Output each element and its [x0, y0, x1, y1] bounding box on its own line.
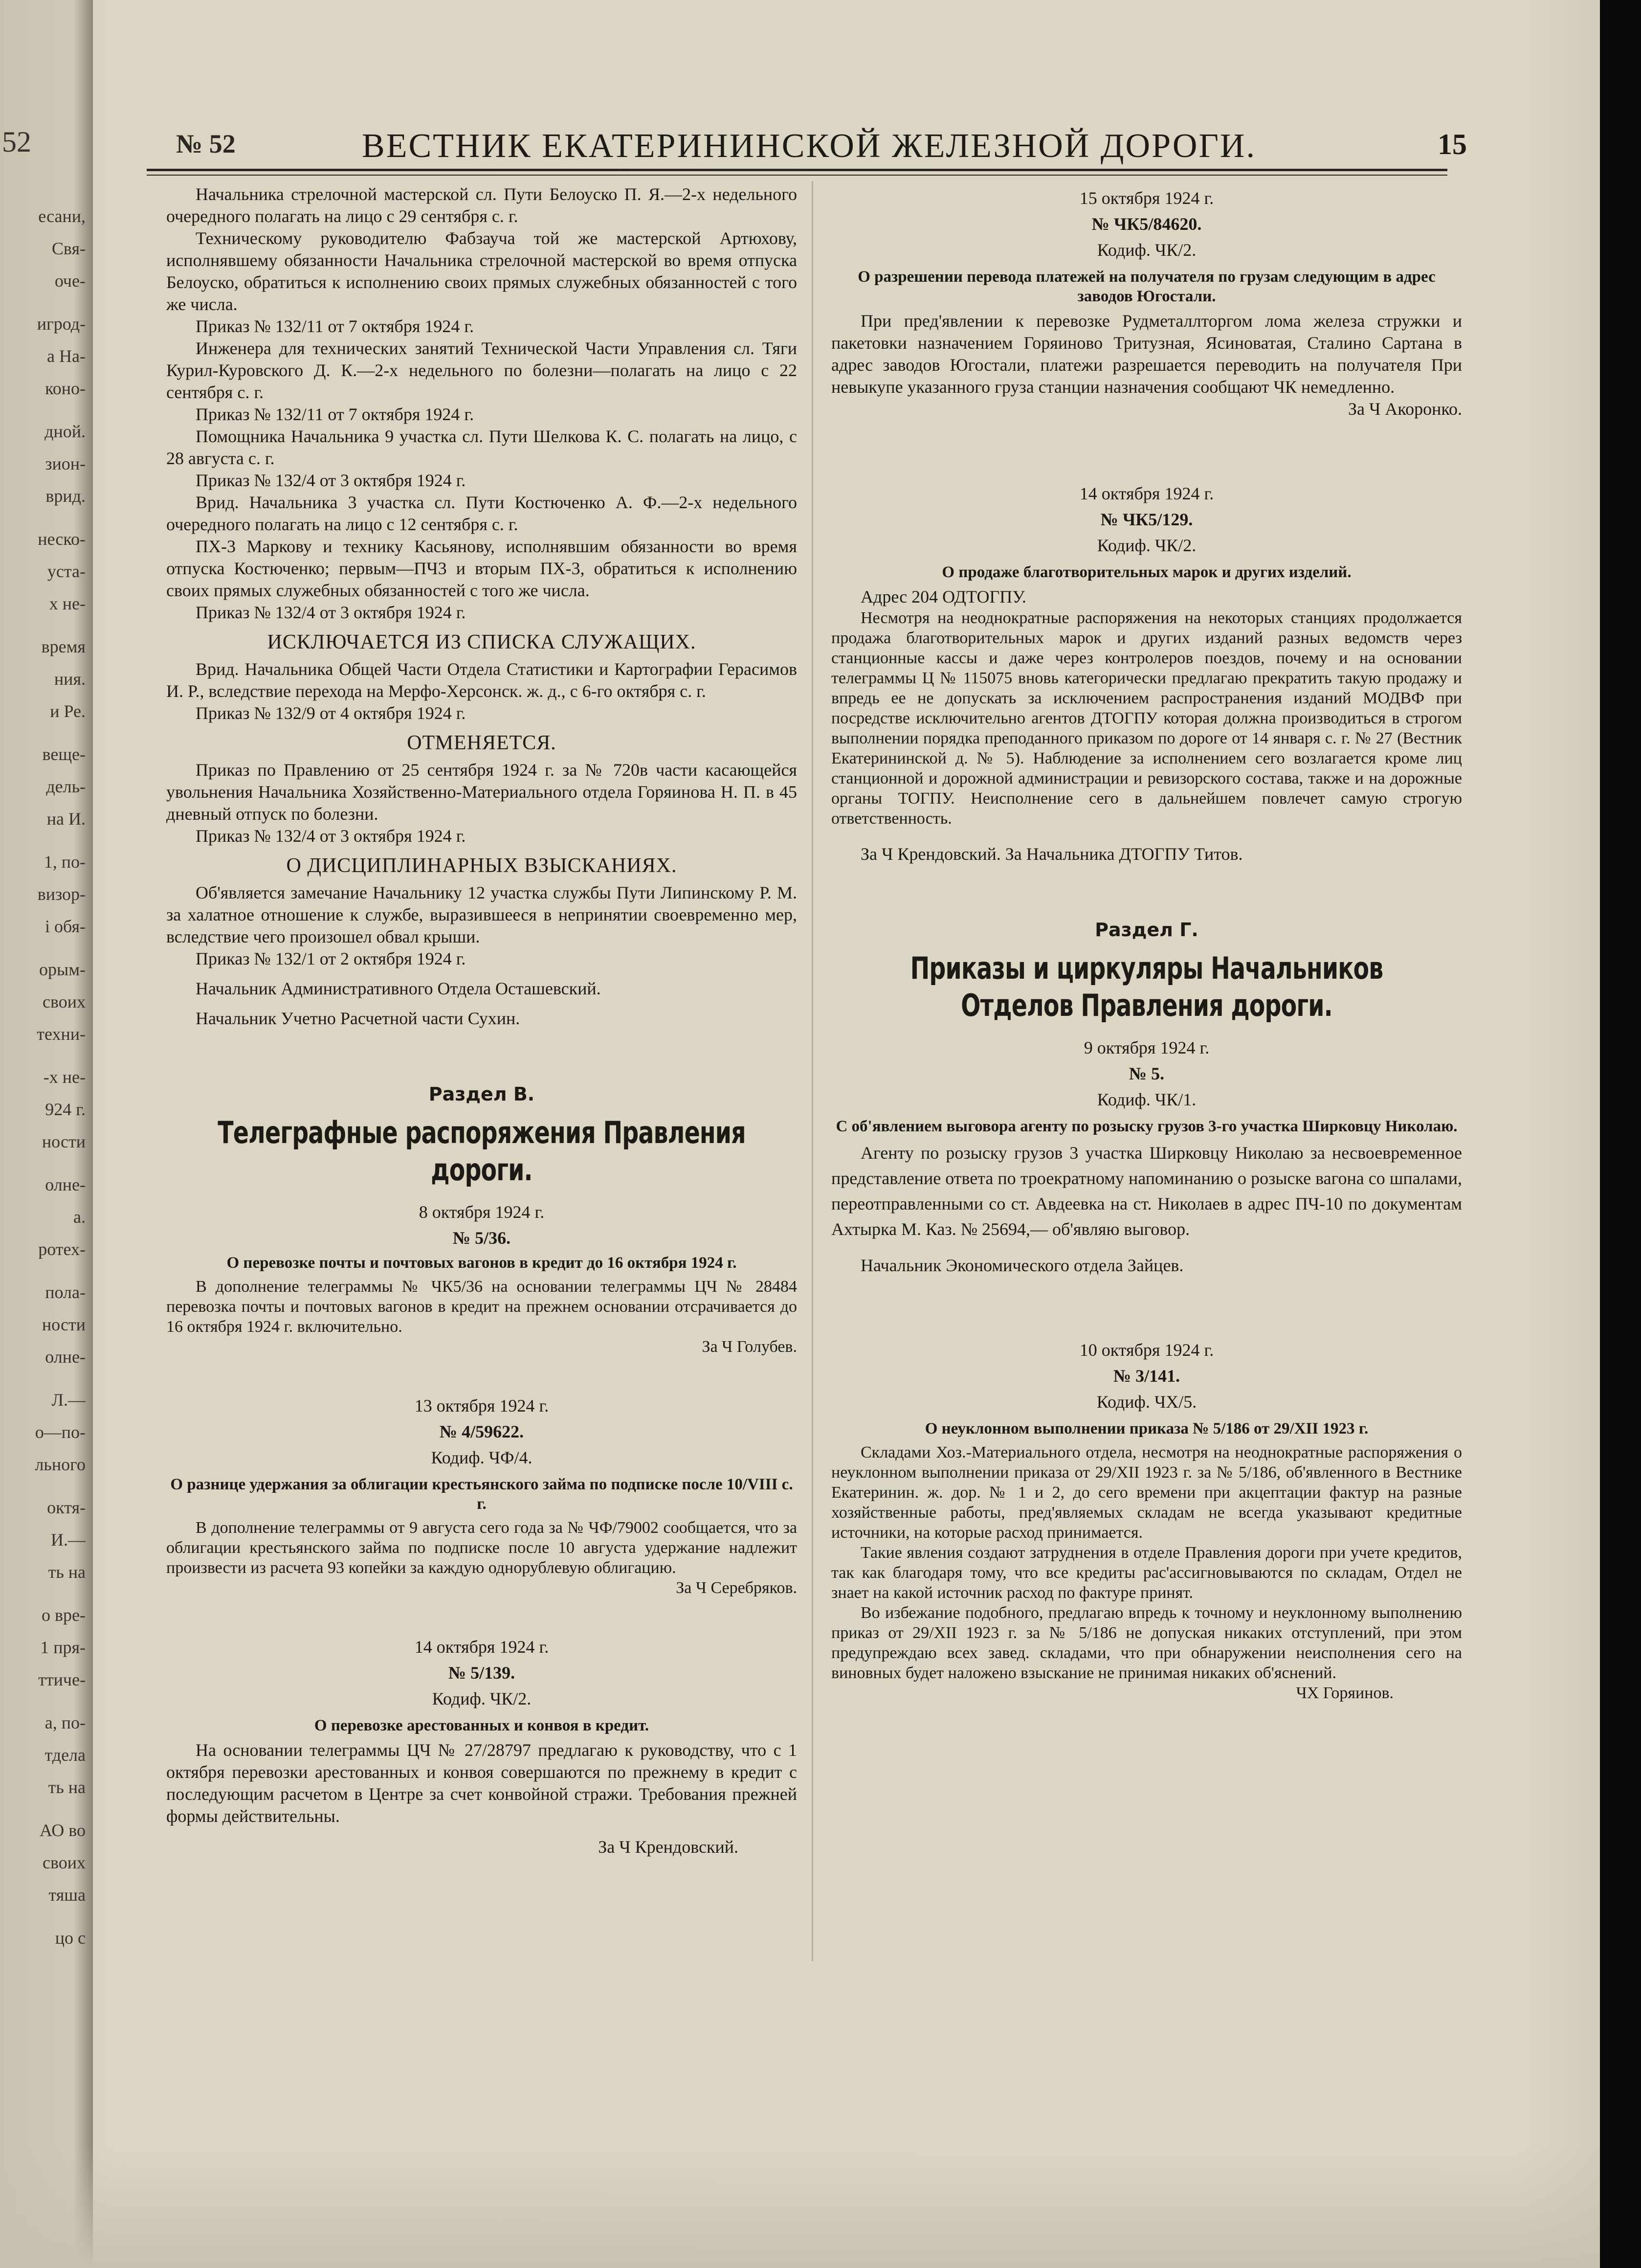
- margin-fragment: -х не-: [43, 1067, 86, 1087]
- margin-fragment: уста-: [47, 561, 86, 581]
- order-reference: Приказ № 132/4 от 3 октября 1924 г.: [196, 603, 466, 622]
- telegram-body: В дополнение телеграммы № ЧК5/36 на основании телеграммы ЦЧ № 28484 перевозка почты и почтовых вагонов в кредит на прежнем основании отсрачивается до 16 октября 1924 г. включительно.: [166, 1278, 797, 1336]
- margin-fragment: на И.: [46, 809, 86, 829]
- margin-fragment: 1 пря-: [40, 1638, 86, 1657]
- margin-fragment: Л.—: [51, 1390, 86, 1410]
- order-number: № 3/141.: [1113, 1366, 1180, 1386]
- margin-fragment: ттиче-: [38, 1670, 86, 1689]
- margin-fragment: о—по-: [35, 1422, 86, 1442]
- telegram-date: 15 октября 1924 г.: [1079, 188, 1214, 208]
- telegram-heading: О разрешении перевода платежей на получателя по грузам следующим в адрес заводов Югостали.: [858, 268, 1436, 305]
- section-title: Приказы и циркуляры Начальников Отделов Правления дороги.: [910, 950, 1383, 1023]
- paragraph: Врид. Начальника 3 участка сл. Пути Костюченко А. Ф.—2-х недельного очередного полагать на лицо с 12 сентября с. г.: [166, 493, 797, 534]
- column-divider: [812, 181, 813, 1961]
- margin-fragment: врид.: [45, 486, 86, 506]
- telegram-body: Несмотря на неоднократные распоряжения на некоторых станциях продолжается продажа благотворительных марок и других изданий разных ведомств через станционные кассы и даже через контролеров поездов, почему и на основании телеграммы Ц № 115075 вновь категорически предлагаю прекратить такую продажу и впредь ее не допускать за исключением распространения изданий МОДВФ при посредстве исключительно агентов ДТОГПУ которая должна производиться в строгом выполнении порядка преподанного приказом по дороге от 14 января с. г. № 27 (Вестник Екатерининской д. № 5). Наблюдение за исполнением сего возлагается кроме лиц станционной и дорожной администрации и ревизорского состава, также и на дорожные органы ТОГПУ. Неисполнение сего в дальнейшем повлечет самую строгую ответственность.: [831, 609, 1462, 828]
- paragraph: Приказ по Правлению от 25 сентября 1924 г. за № 720в части касающейся увольнения Начальника Хозяйственно-Материального отдела Горяинова Н. П. в 45 дневный отпуск по болезни.: [166, 760, 797, 824]
- margin-fragment: х не-: [49, 594, 86, 613]
- header-rule: [147, 169, 1447, 171]
- telegram-body: В дополнение телеграммы от 9 августа сего года за № ЧФ/79002 сообщается, что за облигации крестьянского займа по подписке после 10 августа удержание надлежит произвести из расчета 93 копейки за каждую однорублевую облигацию.: [166, 1519, 797, 1577]
- right-column: [831, 183, 1462, 1703]
- paragraph: Инженера для технических занятий Технической Части Управления сл. Тяги Курил-Куровского Д. К.—2-х недельного по болезни—полагать на лицо с 22 сентября с. г.: [166, 338, 797, 402]
- margin-fragment: а.: [73, 1207, 86, 1227]
- margin-fragment: ности: [42, 1132, 86, 1151]
- telegram-date: 14 октября 1924 г.: [1079, 484, 1214, 503]
- order-body: Агенту по розыску грузов 3 участка Ширковцу Николаю за несвоевременное представление ответа по троекратному напоминанию о розыске вагона со шпалами, переотправленными со ст. Авдеевка на ст. Николаев в адрес ПЧ-10 по документам Ахтырка М. Каз. № 25694,— об'являю выговор.: [831, 1143, 1462, 1239]
- margin-fragment: олне-: [45, 1175, 86, 1194]
- margin-fragment: ть на: [48, 1562, 86, 1582]
- header-rule-thin: [147, 175, 1447, 176]
- telegram-number: № 4/59622.: [439, 1422, 524, 1441]
- margin-fragment: 1, по-: [44, 852, 86, 872]
- telegram-signature: За Ч Голубев.: [702, 1338, 797, 1356]
- telegram-signature: За Ч Крендовский. За Начальника ДТОГПУ Титов.: [861, 844, 1243, 864]
- telegram-heading: О перевозке почты и почтовых вагонов в кредит до 16 октября 1924 г.: [226, 1254, 737, 1272]
- previous-page-number: 52: [2, 126, 31, 158]
- telegram-number: № ЧК5/84620.: [1091, 214, 1202, 234]
- paragraph: Врид. Начальника Общей Части Отдела Статистики и Картографии Герасимов И. Р., вследствие перехода на Мерфо-Херсонск. ж. д., с 6-го октября с. г.: [166, 659, 797, 701]
- order-date: 9 октября 1924 г.: [1084, 1038, 1210, 1057]
- margin-fragment: 924 г.: [45, 1100, 86, 1119]
- page-number: 15: [1438, 128, 1467, 160]
- margin-fragment: время: [41, 637, 86, 656]
- margin-fragment: коно-: [45, 379, 86, 398]
- order-reference: Приказ № 132/11 от 7 октября 1924 г.: [196, 404, 474, 424]
- margin-fragment: есани,: [38, 206, 86, 226]
- margin-fragment: И.—: [51, 1530, 86, 1549]
- paragraph: ПХ-3 Маркову и технику Касьянову, исполнявшим обязанности во время отпуска Костюченко; первым—ПЧ3 и вторым ПХ-3, обратиться к исполнению своих прямых служебных обязанностей с того же числа.: [166, 537, 797, 600]
- margin-fragment: зион-: [45, 454, 86, 473]
- margin-fragment: своих: [43, 1853, 86, 1872]
- margin-fragment: игрод-: [37, 314, 86, 334]
- order-body: Складами Хоз.-Материального отдела, несмотря на неоднократные распоряжения о неуклонном выполнении приказа от 29/XII 1923 г. за № 5/186, об'явленного в Вестнике Екатеринин. ж. дор. № 1 и 2, до сего времени при акцептации фактур на разные хозяйственные работы, пред'являемых складам не всегда указывают кредитные источники, на которые расход принимается.: [831, 1443, 1462, 1542]
- telegram-heading: О перевозке арестованных и конвоя в кредит.: [314, 1717, 649, 1734]
- codification: Кодиф. ЧК/2.: [432, 1689, 532, 1708]
- subheading: ОТМЕНЯЕТСЯ.: [407, 732, 556, 754]
- margin-fragment: Свя-: [51, 239, 86, 258]
- order-reference: Приказ № 132/11 от 7 октября 1924 г.: [196, 316, 474, 336]
- margin-fragment: дель-: [46, 777, 86, 796]
- section-label: Раздел Г.: [1095, 919, 1198, 941]
- margin-fragment: дной.: [44, 422, 86, 441]
- margin-fragment: веще-: [42, 744, 86, 764]
- margin-fragment: тяша: [48, 1885, 86, 1905]
- paragraph: Начальника стрелочной мастерской сл. Пути Белоуско П. Я.—2-х недельного очередного полагать на лицо с 29 сентября с. г.: [166, 184, 797, 226]
- telegram-number: № 5/36.: [452, 1228, 511, 1248]
- margin-fragment: техни-: [37, 1024, 86, 1044]
- address-line: Адрес 204 ОДТОГПУ.: [861, 587, 1026, 606]
- margin-fragment: ности: [42, 1315, 86, 1334]
- telegram-number: № 5/139.: [448, 1663, 515, 1683]
- telegram-signature: За Ч Акоронко.: [1348, 399, 1462, 419]
- order-signature: Начальник Экономического отдела Зайцев.: [861, 1256, 1184, 1275]
- order-reference: Приказ № 132/1 от 2 октября 1924 г.: [196, 949, 466, 968]
- telegram-signature: За Ч Серебряков.: [676, 1579, 797, 1597]
- margin-fragment: своих: [43, 992, 86, 1011]
- margin-fragment: ть на: [48, 1777, 86, 1797]
- codification: Кодиф. ЧК/2.: [1097, 240, 1197, 260]
- signature: Начальник Административного Отдела Осташевский.: [196, 979, 601, 998]
- order-reference: Приказ № 132/4 от 3 октября 1924 г.: [196, 826, 466, 846]
- margin-fragment: пола-: [45, 1282, 86, 1302]
- issue-number: № 52: [176, 129, 236, 158]
- codification: Кодиф. ЧК/2.: [1097, 536, 1197, 555]
- margin-fragment: а На-: [47, 346, 86, 366]
- margin-fragment: і обя-: [45, 917, 86, 936]
- margin-fragment: и Ре.: [50, 701, 86, 721]
- telegram-date: 14 октября 1924 г.: [414, 1637, 549, 1657]
- paragraph: Техническому руководителю Фабзауча той же мастерской Артюхову, исполнявшему обязанности Начальника стрелочной мастерской во время отпуска Белоуско, обратиться к исполнению своих прямых служебных обязанностей с того же числа.: [166, 228, 797, 314]
- margin-fragment: неско-: [38, 529, 86, 549]
- journal-title: ВЕСТНИК ЕКАТЕРИНИНСКОЙ ЖЕЛЕЗНОЙ ДОРОГИ.: [362, 127, 1256, 165]
- paragraph: Об'является замечание Начальнику 12 участка службы Пути Липинскому Р. М. за халатное отношение к службе, выразившееся в непринятии своевременно мер, вследствие чего произошел обвал крыши.: [166, 883, 797, 946]
- subheading: ИСКЛЮЧАЕТСЯ ИЗ СПИСКА СЛУЖАЩИХ.: [267, 631, 696, 653]
- telegram-heading: О продаже благотворительных марок и других изделий.: [942, 563, 1352, 581]
- order-body: Такие явления создают затруднения в отделе Правления дороги при учете кредитов, так как благодаря тому, что все кредиты рас'ассигновываются по складам, Отдел не знает на какой источник расход по фактуре принят.: [831, 1544, 1462, 1602]
- margin-fragment: ния.: [54, 669, 86, 689]
- page-bottom-margin: [0, 2146, 1600, 2268]
- margin-fragment: оче-: [54, 271, 86, 291]
- telegram-number: № ЧК5/129.: [1100, 510, 1193, 529]
- order-body: Во избежание подобного, предлагаю впредь к точному и неуклонному выполнению приказ от 29/XII 1923 г. за № 5/186 не допуская никаких отступлений, при этом предупреждаю всех завед. складами, что при обнаружении неисполнения сего на виновных будет наложено взыскание не принимая никаких об'яснений.: [831, 1604, 1462, 1682]
- paragraph: Помощника Начальника 9 участка сл. Пути Шелкова К. С. полагать на лицо, с 28 августа с. г.: [166, 427, 797, 468]
- order-signature: ЧХ Горяинов.: [1296, 1684, 1394, 1702]
- order-heading: С об'явлением выговора агенту по розыску грузов 3-го участка Ширковцу Николаю.: [836, 1118, 1458, 1135]
- margin-fragment: визор-: [37, 884, 86, 904]
- margin-fragment: а, по-: [44, 1713, 86, 1732]
- codification: Кодиф. ЧК/1.: [1097, 1090, 1197, 1109]
- order-heading: О неуклонном выполнении приказа № 5/186 от 29/XII 1923 г.: [925, 1420, 1369, 1437]
- margin-fragment: ротех-: [38, 1239, 86, 1259]
- telegram-date: 8 октября 1924 г.: [419, 1202, 545, 1222]
- margin-fragment: олне-: [45, 1347, 86, 1367]
- section-title: Телеграфные распоряжения Правления дороги.: [218, 1115, 746, 1188]
- margin-fragment: октя-: [47, 1498, 86, 1517]
- signature: Начальник Учетно Расчетной части Сухин.: [196, 1009, 520, 1028]
- order-reference: Приказ № 132/9 от 4 октября 1924 г.: [196, 703, 466, 723]
- margin-fragment: цо с: [55, 1928, 86, 1948]
- telegram-date: 13 октября 1924 г.: [414, 1396, 549, 1415]
- section-label: Раздел В.: [428, 1083, 535, 1105]
- telegram-heading: О разнице удержания за облигации крестьянского займа по подписке после 10/VIII с. г.: [170, 1476, 793, 1513]
- telegram-body: На основании телеграммы ЦЧ № 27/28797 предлагаю к руководству, что с 1 октября перевозки арестованных и конвоя совершаются по прежнему в кредит с последующим расчетом в Центре за счет конвойной стражи. Требования прежней формы действительны.: [166, 1740, 797, 1826]
- codification: Кодиф. ЧХ/5.: [1096, 1392, 1197, 1412]
- subheading: О ДИСЦИПЛИНАРНЫХ ВЗЫСКАНИЯХ.: [286, 854, 677, 877]
- order-number: № 5.: [1129, 1064, 1165, 1083]
- margin-fragment: тдела: [44, 1745, 86, 1765]
- margin-fragment: орым-: [39, 960, 86, 979]
- codification: Кодиф. ЧФ/4.: [431, 1448, 532, 1467]
- margin-fragment: о вре-: [42, 1605, 86, 1625]
- telegram-body: При пред'явлении к перевозке Рудметаллторгом лома железа стружки и пакетовки назначением Горяиново Тритузная, Ясиноватая, Сталино Сартана в адрес заводов Югостали, платежи разрешается переводить на получателя При невыкупе указанного груза станции назначения сообщают ЧК немедленно.: [831, 311, 1462, 397]
- order-reference: Приказ № 132/4 от 3 октября 1924 г.: [196, 471, 466, 490]
- left-column: [166, 183, 797, 1858]
- margin-fragment: льного: [35, 1455, 86, 1474]
- margin-fragment: АО во: [40, 1820, 86, 1840]
- telegram-signature: За Ч Крендовский.: [598, 1837, 738, 1857]
- order-date: 10 октября 1924 г.: [1079, 1340, 1214, 1360]
